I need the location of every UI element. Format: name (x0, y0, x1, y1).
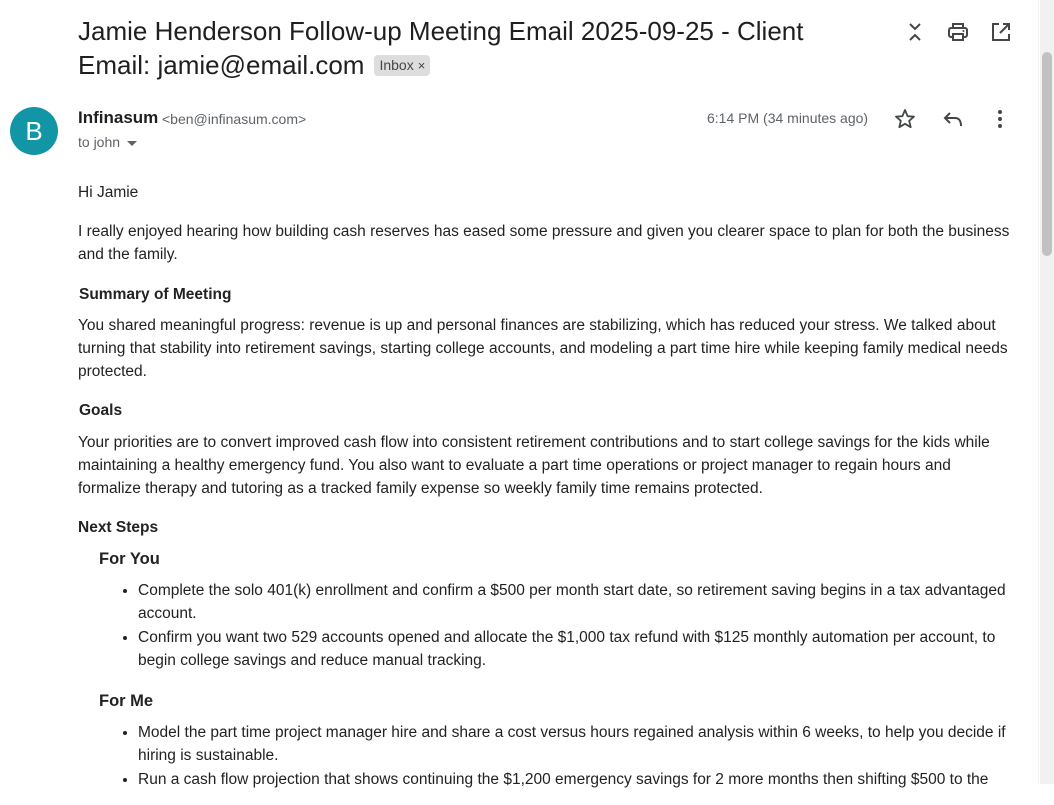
list-item: • Run a cash flow projection that shows continuing the $1,200 emergency savings for 2 more months then shifting $500 to the (138, 768, 1018, 791)
summary-heading: Summary of Meeting (79, 285, 232, 303)
for-you-list (78, 579, 1018, 673)
more-vert-icon[interactable] (988, 107, 1012, 131)
print-icon[interactable] (946, 20, 970, 44)
email-timestamp: 6:14 PM (34 minutes ago) (707, 110, 869, 126)
goals-heading: Goals (79, 402, 123, 420)
recipient-details-toggle[interactable] (78, 134, 137, 150)
vertical-scrollbar[interactable] (1040, 0, 1054, 784)
inbox-label-text: Inbox (379, 56, 414, 73)
unfold-less-icon[interactable] (903, 20, 927, 44)
list-item: • Complete the solo 401(k) enrollment and confirm a $500 per month start date, so retirement saving begins in a tax advantaged account. (138, 579, 1018, 625)
scrollbar-thumb[interactable] (1042, 52, 1052, 256)
email-body (78, 181, 1018, 805)
goals-paragraph: Your priorities are to convert improved cash flow into consistent retirement contributions and to start college savings for the kids while maintaining a healthy emergency fund. You also want to evaluate a part time operations or project manager to regain hours and formalize therapy and tutoring as a tracked family expense so weekly family time remains protected. (78, 433, 990, 498)
open-in-new-icon[interactable] (989, 20, 1013, 44)
sender-email: <ben@infinasum.com> (162, 111, 307, 127)
for-me-list (78, 721, 1018, 792)
sender-avatar[interactable]: B (10, 107, 58, 155)
star-icon[interactable] (893, 107, 917, 131)
sender-name[interactable]: Infinasum (78, 108, 159, 127)
list-item: • Model the part time project manager hire and share a cost versus hours regained analysis within 6 weeks, to help you decide if hiring is sustainable. (138, 721, 1018, 767)
for-me-heading: For Me (99, 692, 154, 711)
pane-divider (1038, 0, 1039, 784)
caret-down-icon[interactable] (127, 141, 137, 146)
greeting: Hi Jamie (78, 184, 139, 201)
list-item: • Confirm you want two 529 accounts opened and allocate the $1,000 tax refund with $125 monthly automation per account, to begin college savings and reduce manual tracking. (138, 626, 1018, 672)
subject-text: Jamie Henderson Follow-up Meeting Email 2025-09-25 - Client Email: jamie@email.com (78, 16, 804, 80)
reply-icon[interactable] (941, 107, 965, 131)
next-steps-heading: Next Steps (78, 519, 159, 537)
for-you-heading: For You (99, 550, 160, 569)
inbox-label-chip[interactable] (374, 55, 430, 76)
remove-label-icon[interactable]: × (417, 57, 426, 73)
summary-paragraph: You shared meaningful progress: revenue is up and personal finances are stabilizing, which has reduced your stress. We talked about turning that stability into retirement savings, starting college accounts, and modeling a part time hire while keeping family medical needs protected. (78, 316, 1008, 381)
email-subject (78, 14, 868, 82)
intro-paragraph: I really enjoyed hearing how building cash reserves has eased some pressure and given you clearer space to plan for both the business and the family. (78, 223, 1010, 264)
recipient-text: to john (78, 134, 121, 150)
